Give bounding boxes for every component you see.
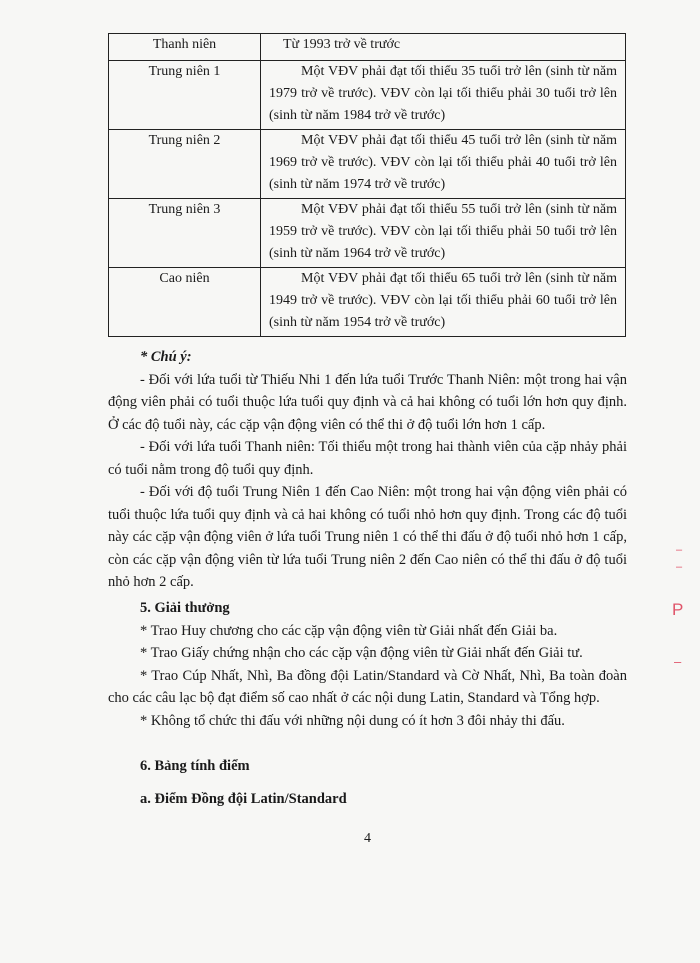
awards-item: * Trao Cúp Nhất, Nhì, Ba đồng đội Latin/Standard và Cờ Nhất, Nhì, Ba toàn đoàn cho các câu lạc bộ đạt điểm số cao nhất ở các nội dung Latin, Standard và Tổng hợp. [108,667,627,706]
awards-item: * Không tổ chức thi đấu với những nội dung có ít hơn 3 đôi nhảy thi đấu. [140,712,565,729]
page-number: 4 [364,831,371,846]
note-section [108,346,627,594]
description-cell: Từ 1993 trở về trước [261,34,626,61]
description-text: Một VĐV phải đạt tối thiểu 65 tuổi trở lên (sinh từ năm 1949 trở về trước). VĐV còn lại tối thiểu phải 60 tuổi trở lên (sinh từ năm 1954 trở về trước) [269,271,617,330]
scoring-section [108,755,627,810]
note-paragraph: - Đối với độ tuổi Trung Niên 1 đến Cao Niên: một trong hai vận động viên phải có tuổi thuộc lứa tuổi quy định và cả hai không có tuổi nhỏ hơn quy định. Trong các độ tuổi này các cặp vận động viên ở lứa tuổi Trung niên 1 có thể thi đấu ở độ tuổi nhỏ hơn 1 cấp, còn các cặp vận động viên từ lứa tuổi Trung niên 2 đến Cao niên có thể thi đấu ở độ tuổi nhỏ hơn 2 cấp. [108,484,627,590]
description-text: Một VĐV phải đạt tối thiểu 55 tuổi trở lên (sinh từ năm 1959 trở về trước). VĐV còn lại tối thiểu phải 50 tuổi trở lên (sinh từ năm 1964 trở về trước) [269,202,617,261]
table-row [109,268,626,337]
note-title: * Chú ý: [140,349,192,365]
category-cell: Trung niên 1 [109,61,261,130]
margin-dash: – [674,654,682,669]
category-cell: Cao niên [109,268,261,337]
category-cell: Trung niên 3 [109,199,261,268]
description-cell [261,130,626,199]
table-row [109,61,626,130]
scoring-heading: 6. Bảng tính điểm [140,758,250,774]
description-cell [261,61,626,130]
description-cell [261,268,626,337]
margin-dash: – [676,561,683,573]
awards-section [108,597,627,732]
description-text: Một VĐV phải đạt tối thiểu 45 tuổi trở lên (sinh từ năm 1969 trở về trước). VĐV còn lại tối thiểu phải 40 tuổi trở lên (sinh từ năm 1974 trở về trước) [269,133,617,192]
category-cell: Trung niên 2 [109,130,261,199]
awards-item: * Trao Huy chương cho các cặp vận động viên từ Giải nhất đến Giải ba. [140,622,558,639]
description-text: Một VĐV phải đạt tối thiểu 35 tuổi trở lên (sinh từ năm 1979 trở về trước). VĐV còn lại tối thiểu phải 30 tuổi trở lên (sinh từ năm 1984 trở về trước) [269,64,617,123]
table-row [109,199,626,268]
awards-item: * Trao Giấy chứng nhận cho các cặp vận động viên từ Giải nhất đến Giải tư. [140,645,583,661]
age-category-table [108,33,626,337]
note-paragraph: - Đối với lứa tuổi Thanh niên: Tối thiểu một trong hai thành viên của cặp nhảy phải có tuổi nằm trong độ tuổi quy định. [108,439,627,478]
table-row [109,130,626,199]
category-cell: Thanh niên [109,34,261,61]
note-paragraph: - Đối với lứa tuổi từ Thiếu Nhi 1 đến lứa tuổi Trước Thanh Niên: một trong hai vận động viên phải có tuổi thuộc lứa tuổi quy định và cả hai không có tuổi lớn hơn quy định. Ở các độ tuổi này, các cặp vận động viên có thể thi ở độ tuổi lớn hơn 1 cấp. [108,371,627,433]
margin-letter: P [672,600,684,619]
description-cell [261,199,626,268]
scoring-subheading: a. Điểm Đồng đội Latin/Standard [140,790,347,807]
table-row [109,34,626,61]
margin-dash: – [676,544,683,556]
awards-heading: 5. Giải thưởng [140,600,230,616]
